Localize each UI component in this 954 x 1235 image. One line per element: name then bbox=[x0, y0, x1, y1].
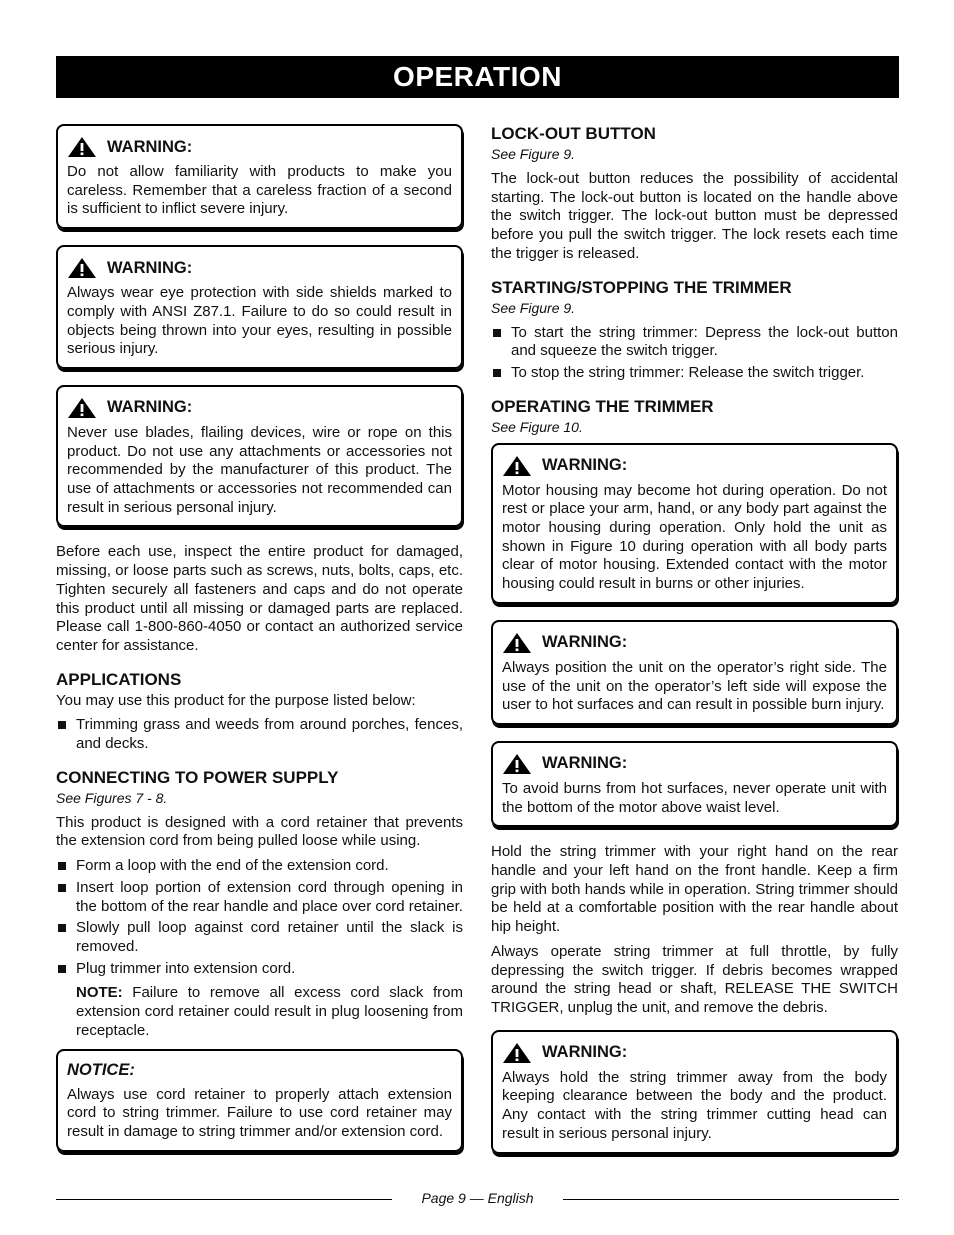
page-footer bbox=[56, 1188, 899, 1208]
warning-box bbox=[56, 245, 463, 369]
figure-reference: See Figure 9. bbox=[491, 299, 576, 316]
notice-label: NOTICE: bbox=[67, 1060, 135, 1079]
applications-heading: APPLICATIONS bbox=[56, 669, 182, 689]
warning-label: WARNING: bbox=[542, 456, 628, 475]
warning-label: WARNING: bbox=[107, 258, 193, 277]
warning-text: To avoid burns from hot surfaces, never operate unit with the bottom of the motor above waist level. bbox=[502, 779, 887, 816]
warning-text: Always wear eye protection with side shields marked to comply with ANSI Z87.1. Failure to do so could result in objects being thrown into your eyes, resulting in possible serious injury. bbox=[67, 284, 452, 358]
power-supply-steps bbox=[56, 857, 463, 978]
warning-triangle-icon bbox=[502, 632, 532, 654]
starting-heading: STARTING/STOPPING THE TRIMMER bbox=[491, 277, 792, 297]
warning-label: WARNING: bbox=[542, 754, 628, 773]
warning-label: WARNING: bbox=[542, 1043, 628, 1062]
grip-paragraph: Hold the string trimmer with your right hand on the rear handle and your left hand on the front handle. Keep a firm grip with both hands while in operation. String trimmer should be held at a comfortable position with the rear handle about hip height. bbox=[491, 843, 898, 936]
warning-box bbox=[491, 620, 898, 725]
note bbox=[56, 984, 463, 1040]
warning-text: Motor housing may become hot during operation. Do not rest or place your arm, hand, or any body part against the motor housing during operation. Only hold the unit as shown in Figure 10 during operation with all body parts clear of motor housing. Extended contact with the motor housing could result in burns or other injuries. bbox=[502, 481, 887, 593]
starting-list bbox=[491, 324, 898, 383]
warning-text: Do not allow familiarity with products to make you careless. Remember that a careless fraction of a second is sufficient to inflict severe injury. bbox=[67, 163, 452, 218]
lockout-text: The lock-out button reduces the possibility of accidental starting. The lock-out button is located on the handle above the switch trigger. The lock-out button must be depressed before you pull the switch trigger. The lock resets each time the trigger is released. bbox=[491, 170, 898, 262]
right-column bbox=[491, 124, 898, 1170]
page-title: OPERATION bbox=[393, 61, 562, 92]
inspection-paragraph: Before each use, inspect the entire product for damaged, missing, or loose parts such as screws, nuts, bolts, caps, etc. Tighten securely all fasteners and caps and do not operate this product until all missing or damaged parts are replaced. Please call 1-800-860-4050 or contact an authorized service center for assistance. bbox=[56, 543, 463, 654]
lockout-heading: LOCK-OUT BUTTON bbox=[491, 124, 656, 143]
figure-reference: See Figures 7 - 8. bbox=[56, 789, 168, 806]
notice-text: Always use cord retainer to properly attach extension cord to string trimmer. Failure to use cord retainer may result in damage to string trimmer and/or extension cord. bbox=[67, 1085, 452, 1140]
left-column bbox=[56, 124, 463, 1168]
warning-triangle-icon bbox=[67, 257, 97, 279]
footer-divider bbox=[563, 1199, 899, 1200]
note-text: Failure to remove all excess cord slack from extension cord retainer could result in plug loosening from receptacle. bbox=[76, 984, 463, 1039]
list-item: To stop the string trimmer: Release the switch trigger. bbox=[491, 364, 898, 383]
warning-box bbox=[491, 1030, 898, 1154]
footer-divider bbox=[56, 1199, 392, 1200]
list-item: Slowly pull loop against cord retainer until the slack is removed. bbox=[56, 919, 463, 956]
notice-box bbox=[56, 1049, 463, 1152]
list-item: To start the string trimmer: Depress the lock-out button and squeeze the switch trigger. bbox=[491, 324, 898, 361]
list-item: Trimming grass and weeds from around porches, fences, and decks. bbox=[56, 716, 463, 753]
applications-text: You may use this product for the purpose listed below: bbox=[56, 691, 416, 709]
list-item: Plug trimmer into extension cord. bbox=[56, 960, 463, 979]
warning-label: WARNING: bbox=[107, 137, 193, 156]
figure-reference: See Figure 10. bbox=[491, 418, 583, 435]
throttle-paragraph: Always operate string trimmer at full throttle, by fully depressing the switch trigger. If debris becomes wrapped around the string head or shaft, RELEASE THE SWITCH TRIGGER, unplug the unit, and remove the debris. bbox=[491, 942, 898, 1016]
power-supply-heading: CONNECTING TO POWER SUPPLY bbox=[56, 767, 339, 787]
operating-heading: OPERATING THE TRIMMER bbox=[491, 396, 714, 416]
figure-reference: See Figure 9. bbox=[491, 146, 576, 162]
note-label: NOTE: bbox=[76, 984, 123, 1002]
page-number: Page 9 — English bbox=[421, 1190, 534, 1206]
warning-label: WARNING: bbox=[107, 398, 193, 417]
page-title-bar bbox=[56, 56, 899, 98]
warning-box bbox=[56, 385, 463, 528]
warning-box bbox=[56, 124, 463, 229]
list-item: Form a loop with the end of the extension cord. bbox=[56, 857, 463, 876]
list-item: Insert loop portion of extension cord through opening in the bottom of the rear handle and place over cord retainer. bbox=[56, 879, 463, 916]
warning-text: Always position the unit on the operator’s right side. The use of the unit on the operator’s left side will expose the user to hot surfaces and can result in possible burn injury. bbox=[502, 658, 887, 714]
warning-text: Always hold the string trimmer away from the body keeping clearance between the body and the product. Any contact with the string trimmer cutting head can result in serious personal injury. bbox=[502, 1068, 887, 1142]
warning-text: Never use blades, flailing devices, wire or rope on this product. Do not use any attachments or accessories not recommended by the manufacturer of this product. The use of attachments or accessories not recommended can result in serious personal injury. bbox=[67, 423, 452, 516]
power-supply-text: This product is designed with a cord retainer that prevents the extension cord from being pulled loose while using. bbox=[56, 813, 463, 850]
warning-triangle-icon bbox=[67, 136, 97, 158]
warning-triangle-icon bbox=[502, 753, 532, 775]
warning-box bbox=[491, 741, 898, 827]
warning-label: WARNING: bbox=[542, 633, 628, 652]
warning-triangle-icon bbox=[502, 455, 532, 477]
warning-box bbox=[491, 443, 898, 604]
warning-triangle-icon bbox=[502, 1042, 532, 1064]
warning-triangle-icon bbox=[67, 397, 97, 419]
applications-list bbox=[56, 716, 463, 753]
